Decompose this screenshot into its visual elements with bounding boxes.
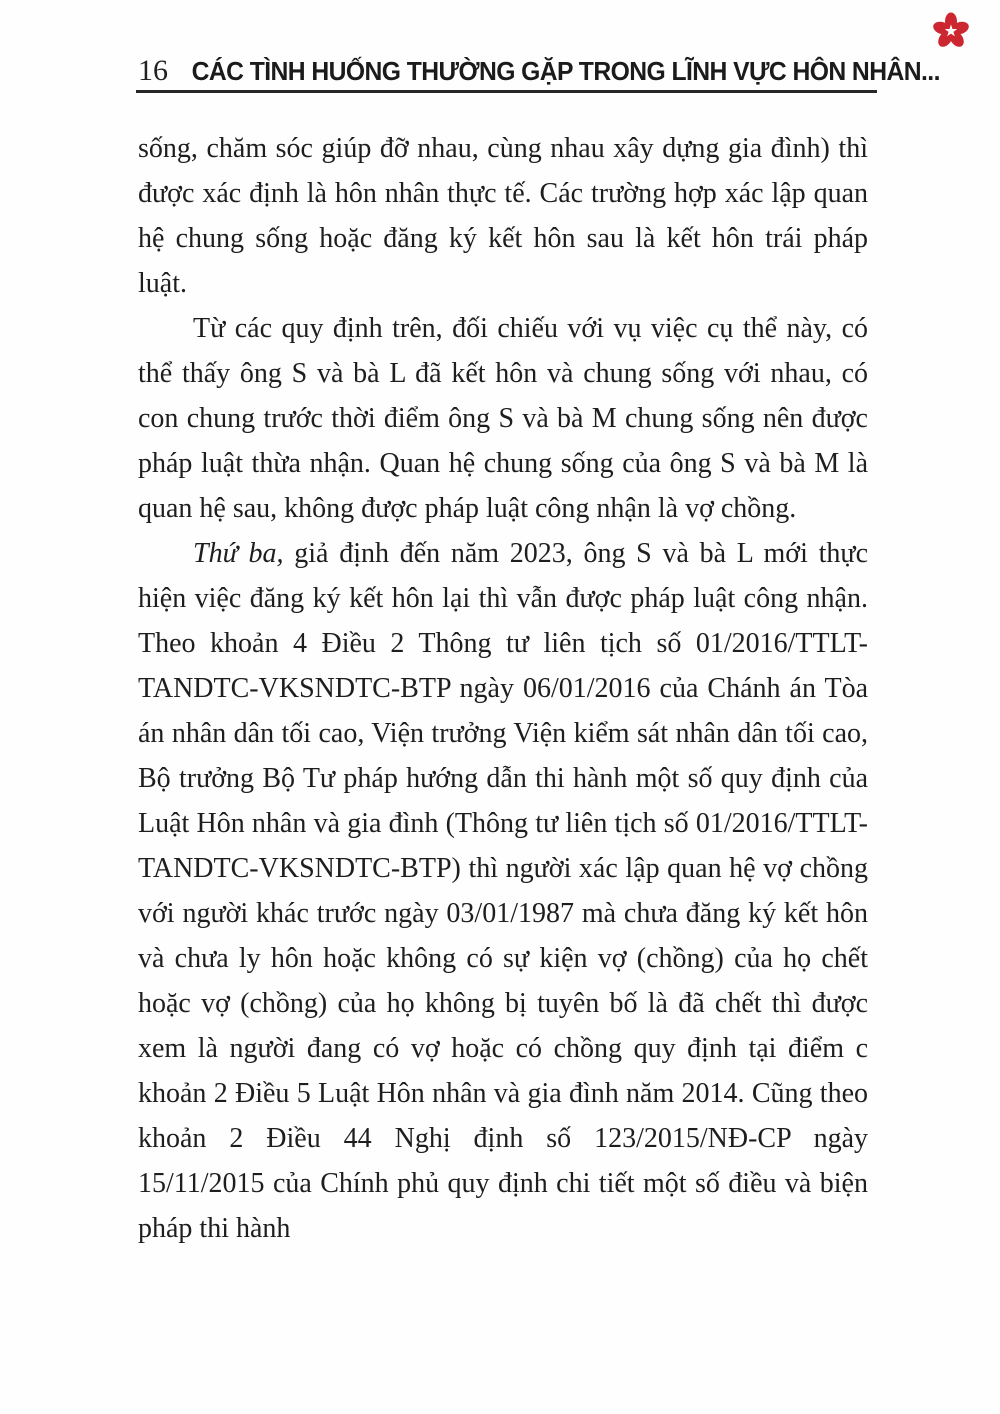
paragraph [138,531,868,1251]
flower-ornament-icon [931,11,971,51]
page-header [138,54,940,88]
paragraph-continuation: sống, chăm sóc giúp đỡ nhau, cùng nhau xây dựng gia đình) thì được xác định là hôn nhân thực tế. Các trường hợp xác lập quan hệ chung sống hoặc đăng ký kết hôn sau là kết hôn trái pháp luật. [138,133,868,299]
paragraph: Từ các quy định trên, đối chiếu với vụ việc cụ thể này, có thể thấy ông S và bà L đã kết hôn và chung sống với nhau, có con chung trước thời điểm ông S và bà M chung sống nên được pháp luật thừa nhận. Quan hệ chung sống của ông S và bà M là quan hệ sau, không được pháp luật công nhận là vợ chồng. [138,313,868,524]
header-rule [136,90,877,93]
page-number: 16 [138,54,168,87]
paragraph-lead-italic: Thứ ba, [193,538,284,569]
page-body [138,126,868,1251]
paragraph-text: giả định đến năm 2023, ông S và bà L mới thực hiện việc đăng ký kết hôn lại thì vẫn được pháp luật công nhận. Theo khoản 4 Điều 2 Thông tư liên tịch số 01/2016/TTLT-TANDTC-VKSNDTC-BTP ngày 06/01/2016 của Chánh án Tòa án nhân dân tối cao, Viện trưởng Viện kiểm sát nhân dân tối cao, Bộ trưởng Bộ Tư pháp hướng dẫn thi hành một số quy định của Luật Hôn nhân và gia đình (Thông tư liên tịch số 01/2016/TTLT-TANDTC-VKSNDTC-BTP) thì người xác lập quan hệ vợ chồng với người khác trước ngày 03/01/1987 mà chưa đăng ký kết hôn và chưa ly hôn hoặc không có sự kiện vợ (chồng) của họ chết hoặc vợ (chồng) của họ không bị tuyên bố là đã chết thì được xem là người đang có vợ hoặc có chồng quy định tại điểm c khoản 2 Điều 5 Luật Hôn nhân và gia đình năm 2014. Cũng theo khoản 2 Điều 44 Nghị định số 123/2015/NĐ-CP ngày 15/11/2015 của Chính phủ quy định chi tiết một số điều và biện pháp thi hành [138,538,868,1244]
running-title: CÁC TÌNH HUỐNG THƯỜNG GẶP TRONG LĨNH VỰC HÔN NHÂN... [191,56,940,86]
